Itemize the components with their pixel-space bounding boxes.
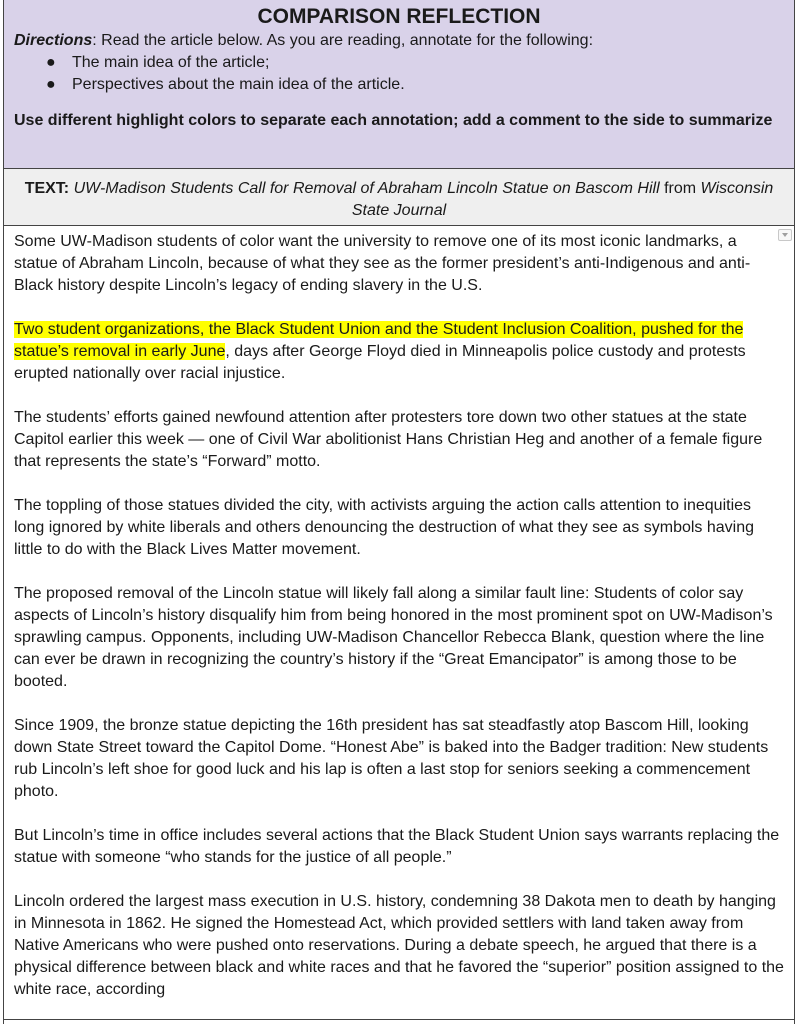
list-item-text: The main idea of the article; [72,54,270,71]
list-item [46,74,784,96]
dropdown-arrow-icon[interactable] [778,229,792,241]
article-paragraph [14,319,784,385]
article-paragraph: Some UW-Madison students of color want the university to remove one of its most iconic landmarks, a statue of Abraham Lincoln, because of what they see as the former president’s anti-Indigenous and anti-Black history despite Lincoln’s legacy of ending slavery in the U.S. [14,233,751,294]
article-title: UW-Madison Students Call for Removal of Abraham Lincoln Statue on Bascom Hill [73,180,660,197]
paragraph-text: , days after George Floyd died in Minneapolis police custody and protests erupted nationally over racial injustice. [14,343,746,382]
directions [14,30,784,52]
directions-text: : Read the article below. As you are reading, annotate for the following: [92,32,594,49]
from-text: from [659,180,701,197]
page-title: COMPARISON REFLECTION [257,5,541,28]
worksheet-page [3,0,795,1024]
bottom-divider [4,1019,794,1020]
article-source: Wisconsin State Journal [351,180,774,219]
highlighted-text[interactable]: Two student organizations, the Black Student Union and the Student Inclusion Coalition, pushed for the statue’s removal in early June [14,321,744,360]
bullet-icon: ● [46,76,56,93]
bullet-icon: ● [46,54,56,71]
header-section [4,0,794,169]
article-paragraph: Lincoln ordered the largest mass execution in U.S. history, condemning 38 Dakota men to death by hanging in Minnesota in 1862. He signed the Homestead Act, which provided settlers with land taken away from Native Americans who were pushed onto reservations. During a debate speech, he argued that there is a physical difference between black and white races and that he favored the “superior” position assigned to the white race, according [14,893,784,998]
article-body[interactable] [4,226,794,1001]
article-paragraph: But Lincoln’s time in office includes several actions that the Black Student Union says warrants replacing the statue with someone “who stands for the justice of all people.” [14,827,780,866]
directions-list [14,52,784,96]
annotation-instruction: Use different highlight colors to separate each annotation; add a comment to the side to summarize [14,112,773,129]
text-source-row [4,169,794,226]
article-paragraph: The proposed removal of the Lincoln statue will likely fall along a similar fault line: Students of color say aspects of Lincoln’s history disqualify him from being honored in the most prominent spot on UW-Madison’s sprawling campus. Opponents, including UW-Madison Chancellor Rebecca Blank, question where the line can ever be drawn in recognizing the country’s history if the “Great Emancipator” is among those to be booted. [14,585,773,690]
article-paragraph: The toppling of those statues divided the city, with activists arguing the action calls attention to inequities long ignored by white liberals and others denouncing the destruction of what they see as symbols having little to do with the Black Lives Matter movement. [14,497,755,558]
list-item-text: Perspectives about the main idea of the article. [72,76,405,93]
article-paragraph: Since 1909, the bronze statue depicting the 16th president has sat steadfastly atop Bascom Hill, looking down State Street toward the Capitol Dome. “Honest Abe” is baked into the Badger tradition: New students rub Lincoln’s left shoe for good luck and his lap is often a last stop for seniors seeking a commencement photo. [14,717,769,800]
text-label: TEXT: [24,180,70,197]
list-item [46,52,784,74]
directions-label: Directions [14,32,93,49]
article-paragraph: The students’ efforts gained newfound attention after protesters tore down two other statues at the state Capitol earlier this week — one of Civil War abolitionist Hans Christian Heg and another of a female figure that represents the state’s “Forward” motto. [14,409,763,470]
